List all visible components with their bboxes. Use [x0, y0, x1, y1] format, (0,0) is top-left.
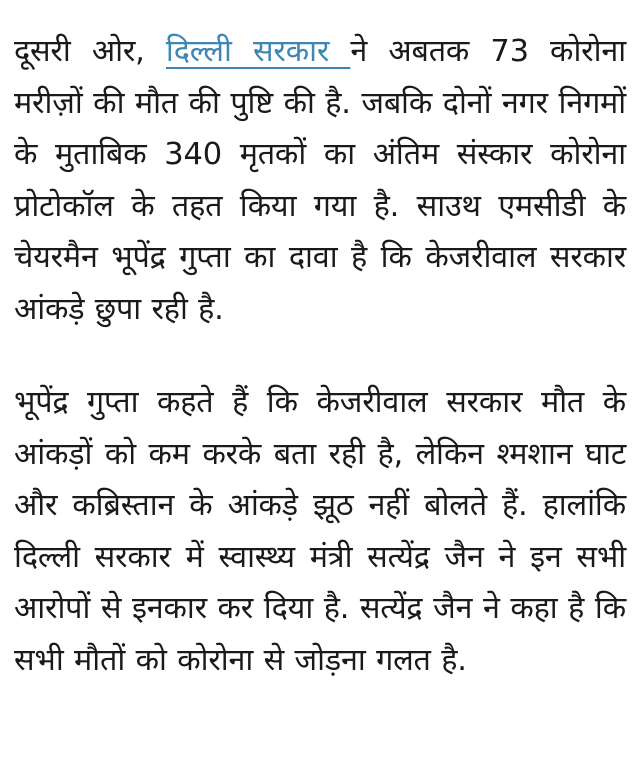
paragraph-1-body-text: ने अबतक 73 कोरोना मरीज़ों की मौत की पुष्टि की है. जबकि दोनों नगर निगमों के मुताबिक 340 मृतकों का अंतिम संस्कार कोरोना प्रोटोकॉल के तहत किया गया है. साउथ एमसीडी के चेयरमैन भूपेंद्र गुप्ता का दावा है कि केजरीवाल सरकार आंकड़े छुपा रही है.: [14, 34, 626, 327]
article-paragraph-2: भूपेंद्र गुप्ता कहते हैं कि केजरीवाल सरकार मौत के आंकड़ों को कम करके बता रही है, लेकिन श्मशान घाट और कब्रिस्तान के आंकड़े झूठ नहीं बोलते हैं. हालांकि दिल्ली सरकार में स्वास्थ्य मंत्री सत्येंद्र जैन ने इन सभी आरोपों से इनकार कर दिया है. सत्येंद्र जैन ने कहा है कि सभी मौतों को कोरोना से जोड़ना गलत है.: [14, 385, 626, 678]
delhi-government-link[interactable]: दिल्ली सरकार: [165, 34, 351, 69]
article-paragraph-1: [14, 26, 626, 335]
paragraph-1-lead-text: दूसरी ओर,: [14, 34, 166, 69]
